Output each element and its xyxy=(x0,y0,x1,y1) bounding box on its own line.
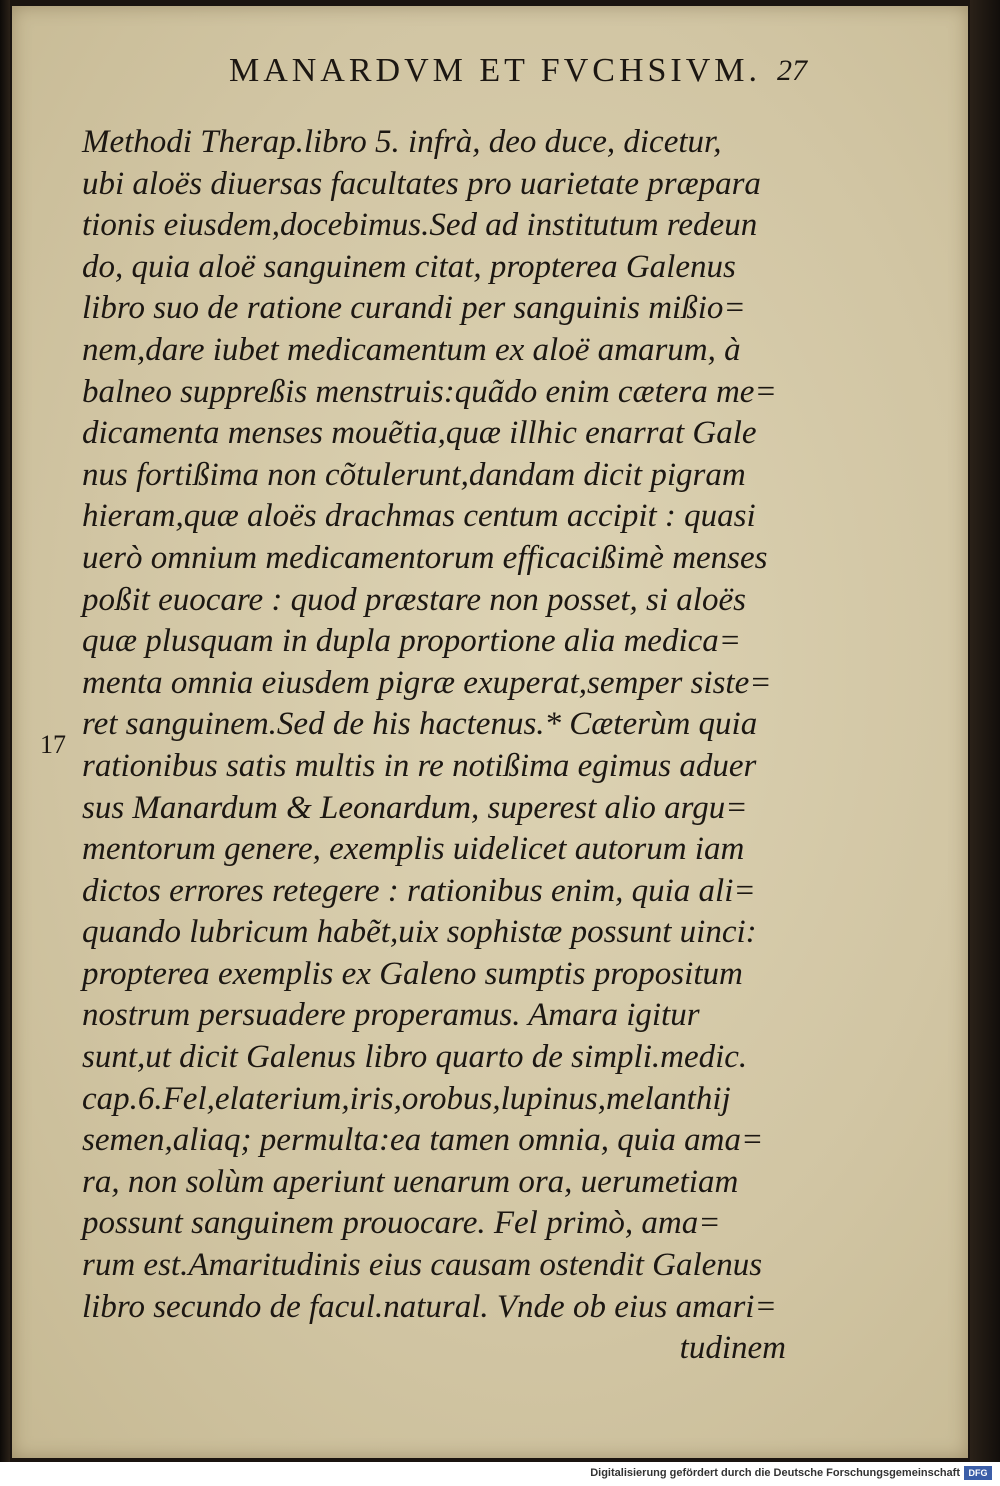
text-line: mentorum genere, exemplis uidelicet autorum iam xyxy=(82,831,745,868)
text-line: uerò omnium medicamentorum efficacißimè menses xyxy=(82,539,768,576)
text-line: dicamenta menses mouẽtia,quæ illhic enarrat Gale xyxy=(82,415,757,452)
text-line: semen,aliaq; permulta:ea tamen omnia, quia ama= xyxy=(82,1122,764,1159)
text-line: ra, non solùm aperiunt uenarum ora, uerumetiam xyxy=(82,1163,739,1200)
text-line: propterea exemplis ex Galeno sumptis propositum xyxy=(82,955,743,992)
page-edge-shadow xyxy=(970,0,1000,1462)
text-line: menta omnia eiusdem pigræ exuperat,semper siste= xyxy=(82,664,772,701)
text-line: sus Manardum & Leonardum, superest alio argu= xyxy=(82,789,748,826)
text-line: do, quia aloë sanguinem citat, propterea Galenus xyxy=(82,248,736,285)
text-line: ret sanguinem.Sed de his hactenus.* Cæterùm quia xyxy=(82,706,758,743)
text-line: rum est.Amaritudinis eius causam ostendit Galenus xyxy=(82,1247,763,1284)
text-line: libro secundo de facul.natural. Vnde ob eius amari= xyxy=(82,1288,777,1325)
running-title: MANARDVM ET FVCHSIVM. xyxy=(228,52,762,89)
binding-shadow xyxy=(0,0,10,1462)
dfg-logo-icon: DFG xyxy=(964,1466,992,1480)
page-number: 27 xyxy=(777,54,807,87)
text-line: Methodi Therap.libro 5. infrà, deo duce, dicetur, xyxy=(82,124,722,160)
text-line: possunt sanguinem prouocare. Fel primò, ama= xyxy=(82,1205,721,1242)
text-line: poßit euocare : quod præstare non posset, si aloës xyxy=(82,581,746,618)
text-line: nostrum persuadere properamus. Amara igitur xyxy=(82,997,700,1034)
text-line: quæ plusquam in dupla proportione alia medica= xyxy=(82,623,742,660)
text-line: rationibus satis multis in re notißima egimus aduer xyxy=(82,747,757,784)
text-line: nus fortißima non cõtulerunt,dandam dicit pigram xyxy=(82,456,746,493)
margin-note: 17 xyxy=(40,730,66,759)
text-line: cap.6.Fel,elaterium,iris,orobus,lupinus,melanthij xyxy=(82,1080,731,1117)
text-line: nem,dare iubet medicamentum ex aloë amarum, à xyxy=(82,331,741,368)
funding-credit: Digitalisierung gefördert durch die Deutsche Forschungsgemeinschaft xyxy=(590,1467,960,1479)
text-line: tionis eiusdem,docebimus.Sed ad institutum redeun xyxy=(82,207,758,244)
text-line: libro suo de ratione curandi per sanguinis mißio= xyxy=(82,290,746,327)
text-line: hieram,quæ aloës drachmas centum accipit : quasi xyxy=(82,498,756,535)
text-line: quando lubricum habẽt,uix sophistæ possunt uinci: xyxy=(82,914,757,951)
text-line: sunt,ut dicit Galenus libro quarto de simpli.medic. xyxy=(82,1039,748,1076)
body-text xyxy=(82,122,802,1370)
text-line: ubi aloës diuersas facultates pro uarietate præpara xyxy=(82,165,761,202)
text-line: dictos errores retegere : rationibus enim, quia ali= xyxy=(82,872,756,909)
catchword: tudinem xyxy=(679,1330,786,1367)
footer-bar xyxy=(0,1462,1000,1486)
text-line: balneo suppreßis menstruis:quãdo enim cætera me= xyxy=(82,373,777,410)
